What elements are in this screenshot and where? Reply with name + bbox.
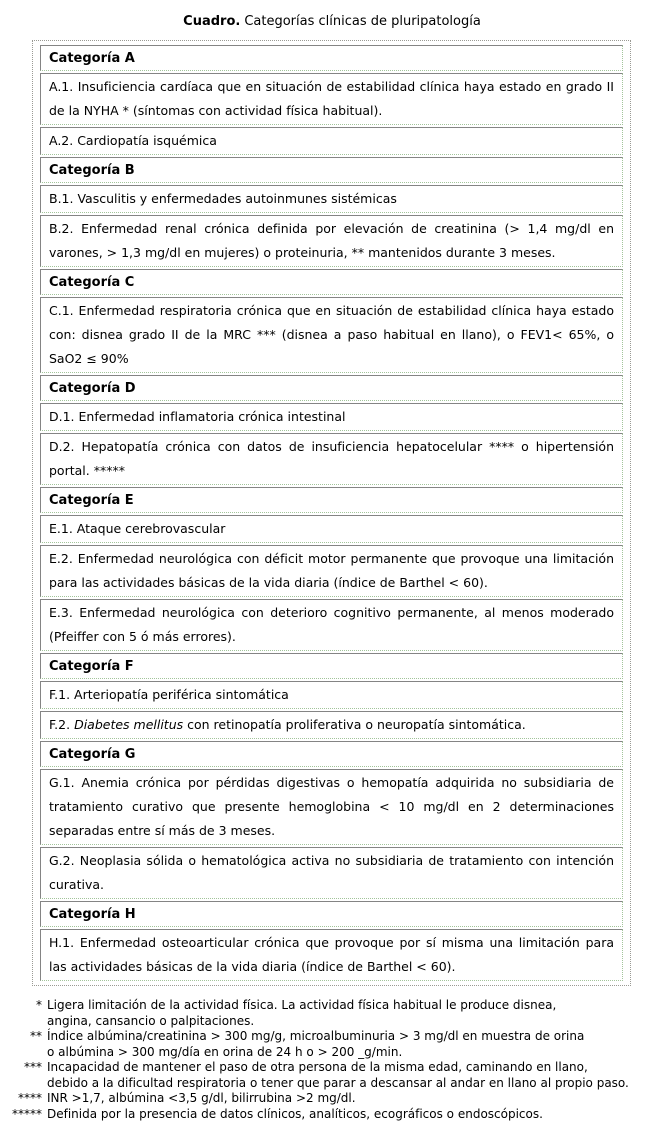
footnote-line: debido a la dificultad respiratoria o tener que parar a descansar al andar en llano al propio paso.	[47, 1076, 658, 1092]
category-header-row: Categoría F	[40, 653, 623, 679]
footnote-marker: ***	[6, 1060, 42, 1091]
footnote-text	[47, 1107, 658, 1122]
category-header-row: Categoría B	[40, 157, 623, 183]
category-item-row: E.1. Ataque cerebrovascular	[40, 515, 623, 543]
category-item-row: G.1. Anemia crónica por pérdidas digestivas o hemopatía adquirida no subsidiaria de tratamiento curativo que presente hemoglobina < 10 mg/dl en 2 determinaciones separadas entre sí más de 3 meses.	[40, 769, 623, 845]
category-item-row	[40, 711, 623, 739]
category-header-row: Categoría E	[40, 487, 623, 513]
footnote-line: Definida por la presencia de datos clínicos, analíticos, ecográficos o endoscópicos.	[47, 1107, 658, 1122]
category-header-row: Categoría H	[40, 901, 623, 927]
item-text: F.2.	[49, 717, 74, 732]
footnote	[6, 998, 658, 1029]
footnote-marker: **	[6, 1029, 42, 1060]
category-item-row: B.2. Enfermedad renal crónica definida por elevación de creatinina (> 1,4 mg/dl en varones, > 1,3 mg/dl en mujeres) o proteinuria, ** mantenidos durante 3 meses.	[40, 215, 623, 267]
footnote	[6, 1029, 658, 1060]
footnote-text	[47, 1091, 658, 1107]
item-text-italic: Diabetes mellitus	[74, 717, 183, 732]
footnote-line: Ligera limitación de la actividad física. La actividad física habitual le produce disnea,	[47, 998, 658, 1014]
category-item-row: A.2. Cardiopatía isquémica	[40, 127, 623, 155]
footnote-text	[47, 1060, 658, 1091]
category-item-row: C.1. Enfermedad respiratoria crónica que en situación de estabilidad clínica haya estado con: disnea grado II de la MRC *** (disnea a paso habitual en llano), o FEV1< 65%, o SaO2 ≤ 90%	[40, 297, 623, 373]
category-item-row: G.2. Neoplasia sólida o hematológica activa no subsidiaria de tratamiento con intención curativa.	[40, 847, 623, 899]
category-header-row: Categoría A	[40, 45, 623, 71]
pluripathology-categories-table	[32, 40, 631, 986]
category-item-row: D.2. Hepatopatía crónica con datos de insuficiencia hepatocelular **** o hipertensión portal. *****	[40, 433, 623, 485]
footnote-line: Índice albúmina/creatinina > 300 mg/g, microalbuminuria > 3 mg/dl en muestra de orina	[47, 1029, 658, 1045]
category-header-row: Categoría G	[40, 741, 623, 767]
category-header-row: Categoría C	[40, 269, 623, 295]
footnote-line: angina, cansancio o palpitaciones.	[47, 1014, 658, 1030]
footnote	[6, 1060, 658, 1091]
footnote-line: o albúmina > 300 mg/día en orina de 24 h o > 200 _g/min.	[47, 1045, 658, 1061]
footnote-marker: ****	[6, 1091, 42, 1107]
category-item-row: E.2. Enfermedad neurológica con déficit motor permanente que provoque una limitación para las actividades básicas de la vida diaria (índice de Barthel < 60).	[40, 545, 623, 597]
footnote-marker: *****	[6, 1107, 42, 1122]
footnote-text	[47, 998, 658, 1029]
category-item-row: E.3. Enfermedad neurológica con deterioro cognitivo permanente, al menos moderado (Pfeiffer con 5 ó más errores).	[40, 599, 623, 651]
category-item-row: F.1. Arteriopatía periférica sintomática	[40, 681, 623, 709]
footnote-text	[47, 1029, 658, 1060]
category-header-row: Categoría D	[40, 375, 623, 401]
footnote-line: Incapacidad de mantener el paso de otra persona de la misma edad, caminando en llano,	[47, 1060, 658, 1076]
table-caption-label: Cuadro.	[183, 14, 240, 29]
table-caption	[0, 0, 664, 31]
footnote	[6, 1091, 658, 1107]
footnote	[6, 1107, 658, 1122]
footnote-line: INR >1,7, albúmina <3,5 g/dl, bilirrubina >2 mg/dl.	[47, 1091, 658, 1107]
table-footnotes	[6, 998, 658, 1122]
table-caption-text: Categorías clínicas de pluripatología	[244, 14, 481, 29]
category-item-row: D.1. Enfermedad inflamatoria crónica intestinal	[40, 403, 623, 431]
item-text: con retinopatía proliferativa o neuropatía sintomática.	[183, 717, 526, 732]
category-item-row: H.1. Enfermedad osteoarticular crónica que provoque por sí misma una limitación para las actividades básicas de la vida diaria (índice de Barthel < 60).	[40, 929, 623, 981]
category-item-row: B.1. Vasculitis y enfermedades autoinmunes sistémicas	[40, 185, 623, 213]
category-item-row: A.1. Insuficiencia cardíaca que en situación de estabilidad clínica haya estado en grado II de la NYHA * (síntomas con actividad física habitual).	[40, 73, 623, 125]
footnote-marker: *	[6, 998, 42, 1029]
